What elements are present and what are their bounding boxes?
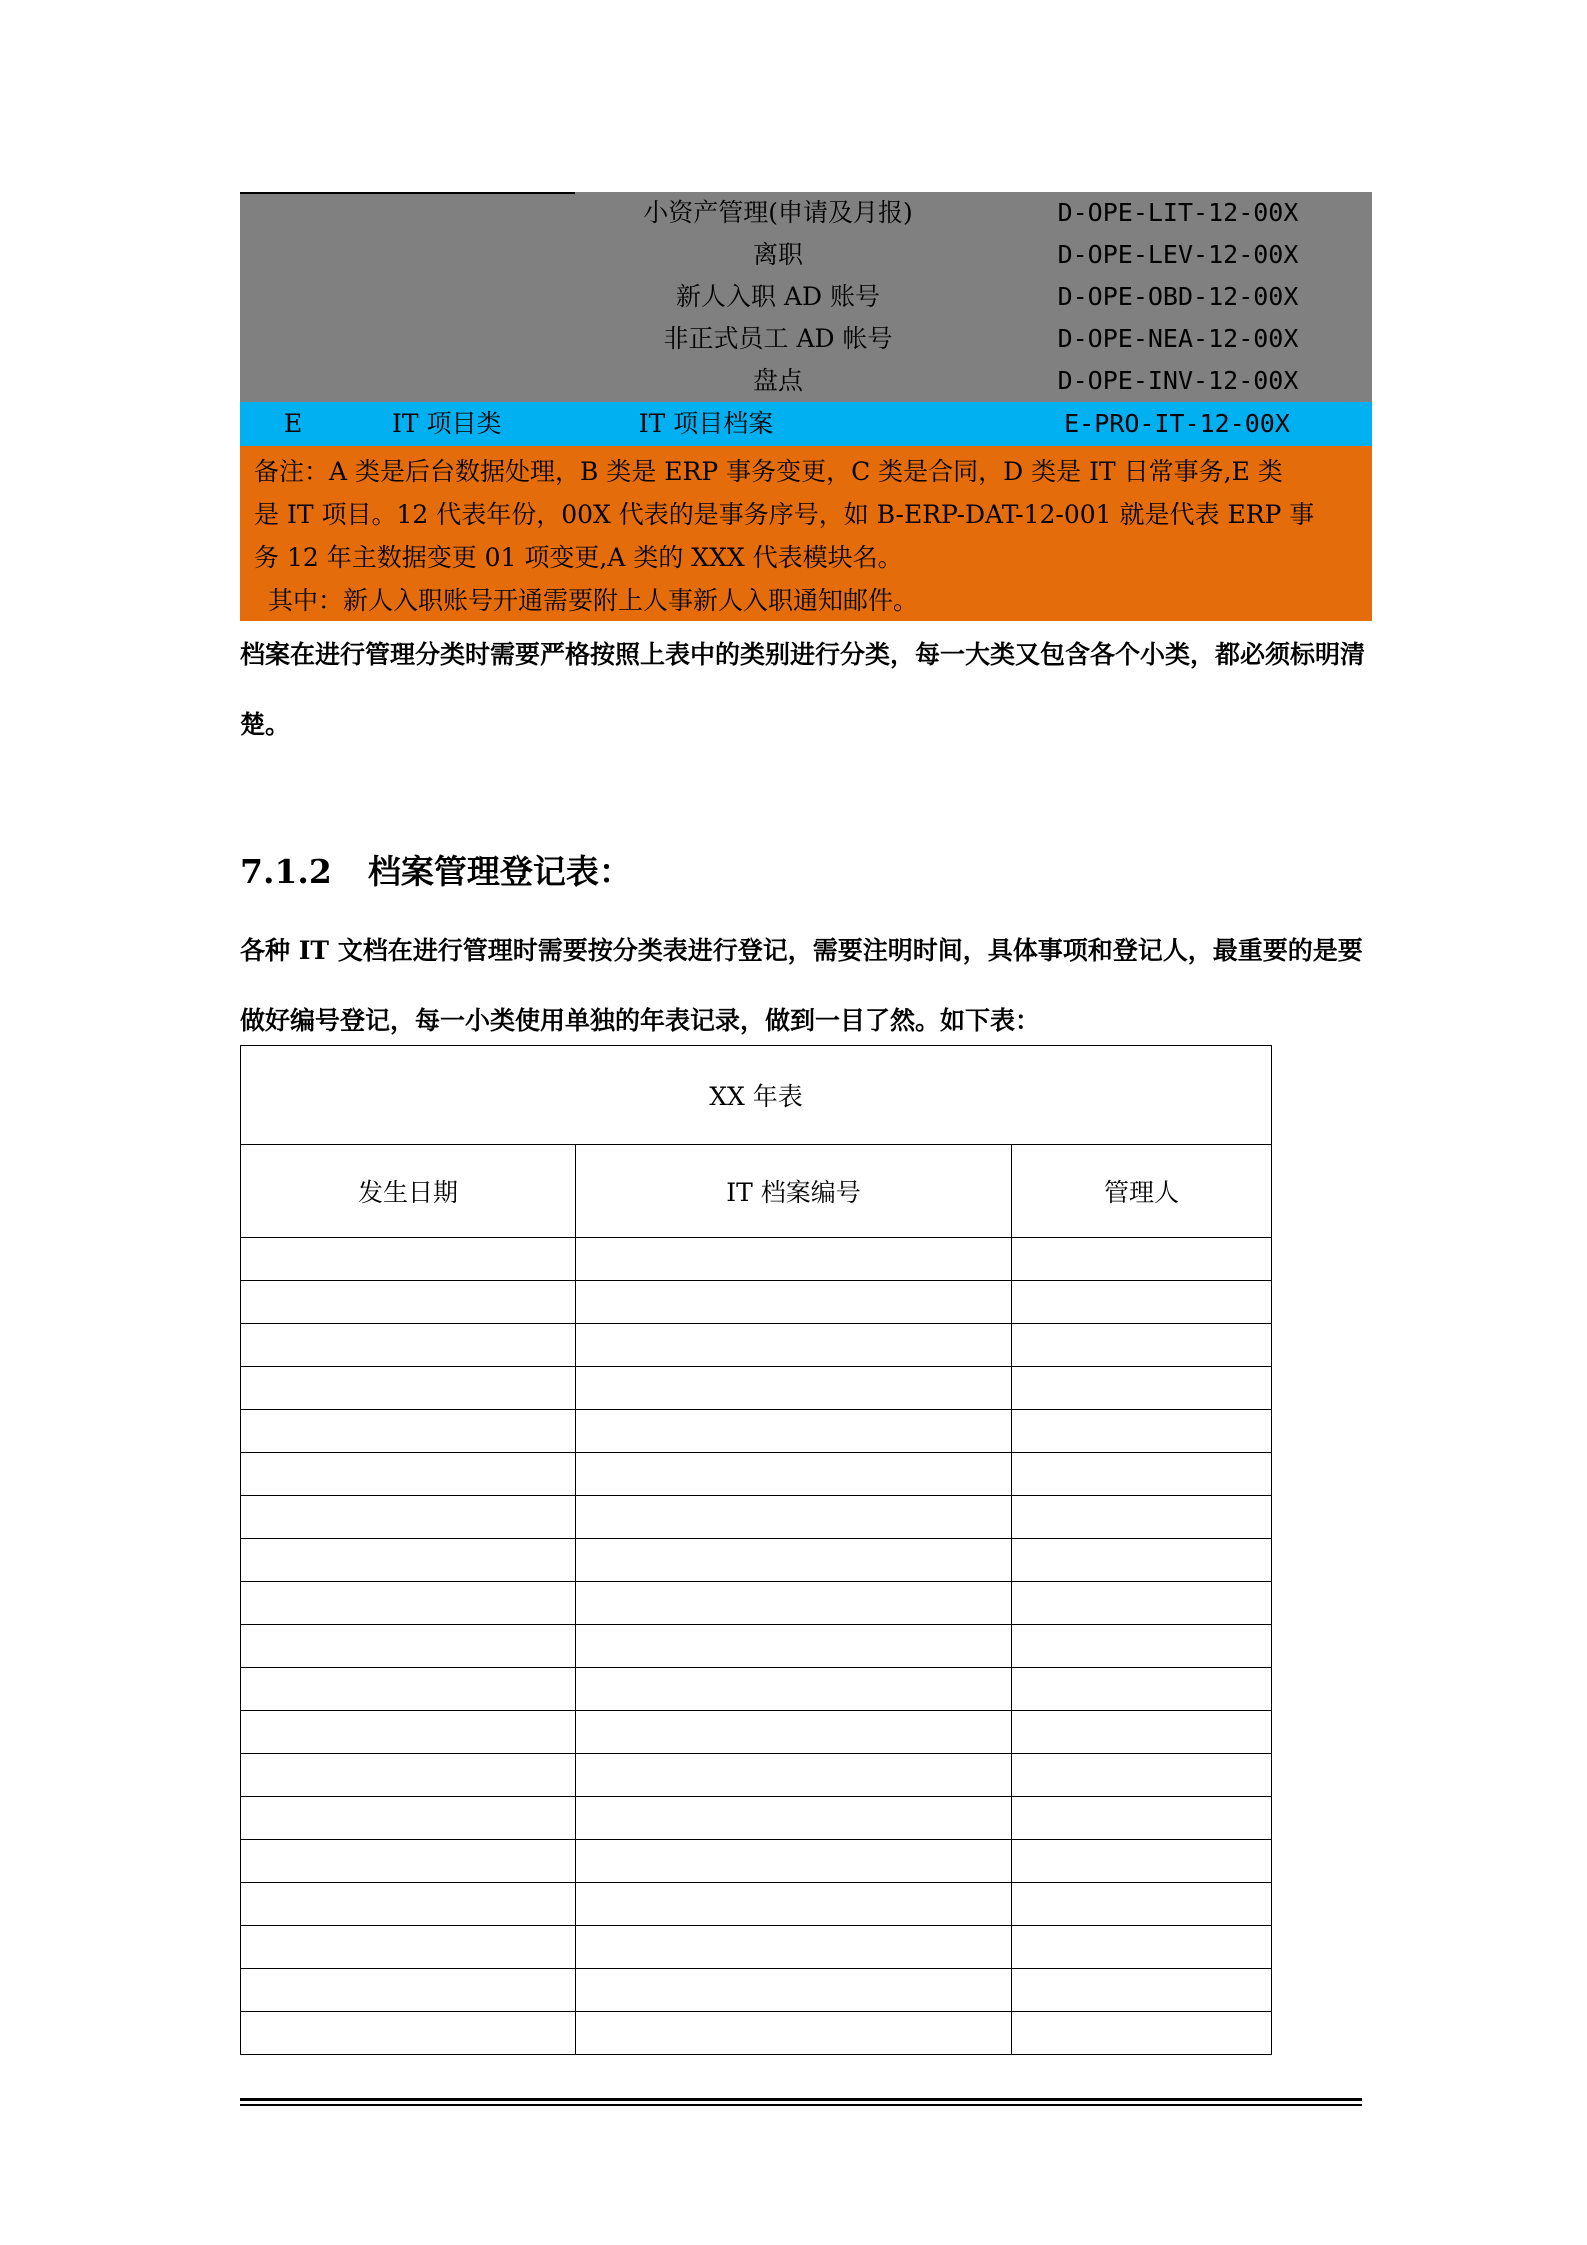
table-cell — [241, 1324, 576, 1367]
table-cell — [1012, 1926, 1272, 1969]
table-row — [241, 1711, 1272, 1754]
classification-table — [240, 192, 1372, 621]
item-code: D-OPE-NEA-12-00X — [1057, 324, 1299, 353]
table-cell — [1012, 1238, 1272, 1281]
table-cell — [576, 1539, 1012, 1582]
table-cell — [241, 1754, 576, 1797]
table-cell — [576, 1883, 1012, 1926]
note-line: 备注：A 类是后台数据处理，B 类是 ERP 事务变更，C 类是合同，D 类是 IT 日常事务,E 类 — [254, 457, 1283, 486]
table-cell — [241, 1840, 576, 1883]
it-project-row — [240, 402, 1372, 446]
table-cell — [1012, 1496, 1272, 1539]
table-cell — [1012, 1410, 1272, 1453]
table-cell — [1012, 1754, 1272, 1797]
table-cell — [1012, 1625, 1272, 1668]
table-cell — [241, 1883, 576, 1926]
table-row — [241, 1926, 1272, 1969]
table-cell — [1012, 1453, 1272, 1496]
table-cell — [241, 1539, 576, 1582]
table-cell — [241, 1496, 576, 1539]
item-code: D-OPE-INV-12-00X — [1057, 366, 1299, 395]
table-row — [240, 192, 1372, 234]
table-row — [240, 318, 1372, 360]
table-cell — [576, 1410, 1012, 1453]
table-row — [241, 1797, 1272, 1840]
table-cell — [1012, 1969, 1272, 2012]
table-cell — [1012, 1582, 1272, 1625]
table-row — [241, 1496, 1272, 1539]
table-row — [241, 1453, 1272, 1496]
table-cell — [241, 1969, 576, 2012]
table-row — [241, 1582, 1272, 1625]
table-cell — [576, 1797, 1012, 1840]
item-name: 小资产管理(申请及月报) — [643, 198, 913, 227]
table-cell — [1012, 1711, 1272, 1754]
table-title: XX 年表 — [241, 1046, 1272, 1145]
table-cell — [576, 1324, 1012, 1367]
gray-category-block — [240, 192, 1372, 402]
section-title: 档案管理登记表： — [367, 852, 632, 891]
table-cell — [1012, 1883, 1272, 1926]
note-block — [240, 446, 1372, 621]
category-name: IT 项目类 — [392, 409, 502, 438]
table-row — [241, 1539, 1272, 1582]
item-name: 新人入职 AD 账号 — [676, 282, 880, 311]
table-row — [241, 1840, 1272, 1883]
table-row — [241, 1969, 1272, 2012]
item-code: D-OPE-OBD-12-00X — [1057, 282, 1299, 311]
table-row — [241, 1625, 1272, 1668]
note-extra: 其中：新人入职账号开通需要附上人事新人入职通知邮件。 — [268, 586, 919, 615]
table-row — [241, 1410, 1272, 1453]
register-table — [240, 1045, 1272, 2055]
note-line: 是 IT 项目。12 代表年份，00X 代表的是事务序号，如 B-ERP-DAT-12-001 就是代表 ERP 事 — [254, 500, 1315, 529]
table-cell — [576, 1754, 1012, 1797]
table-cell — [576, 1367, 1012, 1410]
table-cell — [576, 1840, 1012, 1883]
table-cell — [576, 1238, 1012, 1281]
table-cell — [576, 1496, 1012, 1539]
table-cell — [241, 1711, 576, 1754]
table-row — [240, 234, 1372, 276]
table-cell — [1012, 1797, 1272, 1840]
table-row — [241, 2012, 1272, 2055]
table-cell — [241, 1797, 576, 1840]
table-cell — [241, 1625, 576, 1668]
table-cell — [576, 1926, 1012, 1969]
footer-divider — [240, 2098, 1362, 2101]
table-cell — [1012, 1668, 1272, 1711]
table-cell — [1012, 1539, 1272, 1582]
table-cell — [241, 2012, 576, 2055]
table-row — [241, 1238, 1272, 1281]
table-cell — [576, 1668, 1012, 1711]
table-row — [241, 1668, 1272, 1711]
table-cell — [576, 1711, 1012, 1754]
table-cell — [576, 1969, 1012, 2012]
table-cell — [241, 1453, 576, 1496]
register-table-body — [241, 1238, 1272, 2055]
column-header-manager: 管理人 — [1012, 1145, 1272, 1238]
table-cell — [1012, 1367, 1272, 1410]
table-cell — [576, 1453, 1012, 1496]
table-cell — [1012, 1324, 1272, 1367]
table-cell — [1012, 1281, 1272, 1324]
table-row — [240, 360, 1372, 402]
item-name: 非正式员工 AD 帐号 — [663, 324, 893, 353]
table-cell — [241, 1281, 576, 1324]
table-cell — [241, 1926, 576, 1969]
table-cell — [576, 1582, 1012, 1625]
table-row — [240, 276, 1372, 318]
table-row — [241, 1754, 1272, 1797]
table-cell — [241, 1410, 576, 1453]
item-name: 盘点 — [752, 366, 803, 395]
table-cell — [241, 1238, 576, 1281]
paragraph-register: 各种 IT 文档在进行管理时需要按分类表进行登记，需要注明时间，具体事项和登记人，最重要的是要做好编号登记，每一小类使用单独的年表记录，做到一目了然。如下表： — [240, 936, 1363, 1035]
column-header-date: 发生日期 — [241, 1145, 576, 1238]
column-header-archive-number: IT 档案编号 — [576, 1145, 1012, 1238]
table-row — [241, 1367, 1272, 1410]
table-row — [241, 1281, 1272, 1324]
category-letter: E — [284, 409, 303, 438]
note-line: 务 12 年主数据变更 01 项变更,A 类的 XXX 代表模块名。 — [254, 543, 903, 572]
table-cell — [576, 1625, 1012, 1668]
item-code: E-PRO-IT-12-00X — [1064, 409, 1290, 438]
paragraph-classification: 档案在进行管理分类时需要严格按照上表中的类别进行分类，每一大类又包含各个小类，都必须标明清楚。 — [240, 640, 1366, 739]
table-cell — [1012, 1840, 1272, 1883]
table-cell — [241, 1582, 576, 1625]
table-row — [241, 1324, 1272, 1367]
table-cell — [576, 2012, 1012, 2055]
table-cell — [241, 1668, 576, 1711]
item-code: D-OPE-LIT-12-00X — [1057, 198, 1299, 227]
item-name: IT 项目档案 — [638, 409, 774, 438]
table-cell — [576, 1281, 1012, 1324]
table-cell — [1012, 2012, 1272, 2055]
table-row — [241, 1883, 1272, 1926]
item-name: 离职 — [752, 240, 803, 269]
section-heading — [240, 846, 632, 893]
table-cell — [241, 1367, 576, 1410]
footer-divider — [240, 2104, 1362, 2106]
section-number: 7.1.2 — [240, 852, 332, 891]
item-code: D-OPE-LEV-12-00X — [1057, 240, 1299, 269]
